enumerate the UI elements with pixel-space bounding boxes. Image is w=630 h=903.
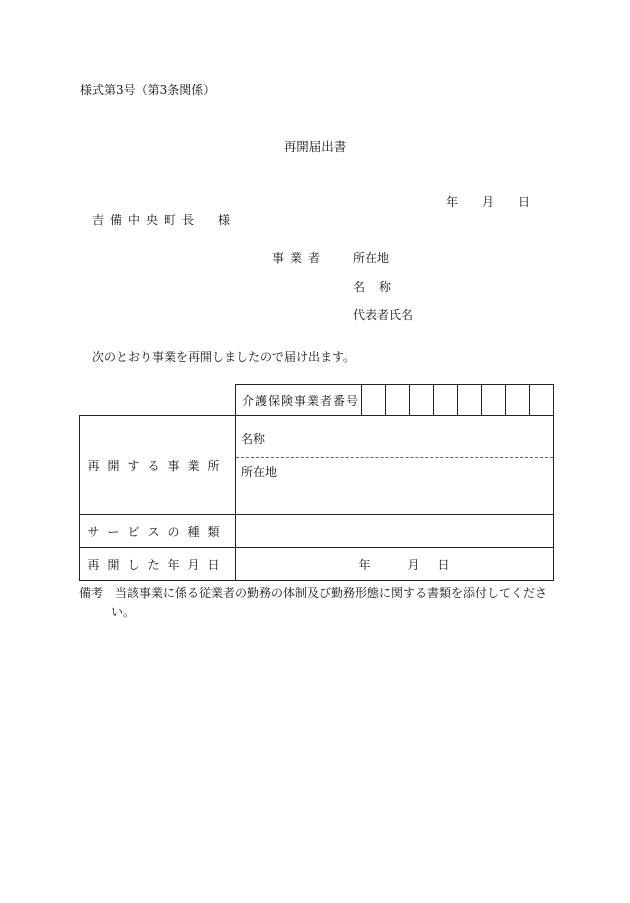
service-type-field[interactable] — [236, 515, 554, 548]
provider-number-digit-box[interactable] — [362, 385, 386, 416]
remarks-line-1: 備考 当該事業に係る従業者の勤務の体制及び勤務形態に関する書類を添付してくださ — [79, 586, 548, 600]
reopen-date-label: 再開した年月日 — [80, 548, 236, 581]
office-row — [80, 416, 554, 515]
office-name-field[interactable] — [236, 416, 553, 458]
document-title: 再開届出書 — [283, 139, 347, 154]
office-name-label: 名称 — [241, 432, 266, 446]
blank-corner-cell — [80, 385, 236, 416]
applicant-representative-label: 代表者氏名 — [353, 308, 414, 322]
year-label: 年 — [446, 195, 459, 209]
reopen-year-label: 年 — [358, 557, 371, 572]
remarks-line-2: い。 — [111, 605, 136, 619]
office-detail-cell — [236, 416, 554, 515]
provider-number-digit-box[interactable] — [506, 385, 530, 416]
provider-number-digit-box[interactable] — [410, 385, 434, 416]
notification-table — [79, 384, 554, 581]
provider-number-digit-box[interactable] — [530, 385, 554, 416]
intro-text: 次のとおり事業を再開しましたので届け出ます。 — [92, 350, 356, 364]
reopen-day-label: 日 — [437, 557, 450, 572]
office-address-field[interactable] — [236, 458, 553, 514]
applicant-address-label: 所在地 — [353, 251, 390, 265]
provider-number-digit-box[interactable] — [434, 385, 458, 416]
applicant-label: 事業者 — [272, 251, 327, 265]
addressee: 吉備中央町長 様 — [92, 213, 237, 227]
office-address-label: 所在地 — [241, 465, 278, 479]
provider-number-label: 介護保険事業者番号 — [236, 385, 362, 416]
provider-number-digit-box[interactable] — [386, 385, 410, 416]
office-label: 再開する事業所 — [80, 416, 236, 515]
month-label: 月 — [482, 195, 495, 209]
provider-number-digit-box[interactable] — [458, 385, 482, 416]
service-type-row — [80, 515, 554, 548]
provider-number-row — [80, 385, 554, 416]
reopen-date-row — [80, 548, 554, 581]
submission-date — [446, 193, 530, 210]
service-type-label: サービスの種類 — [80, 515, 236, 548]
form-number: 様式第3号（第3条関係） — [80, 83, 216, 97]
reopen-date-field[interactable] — [236, 548, 554, 581]
day-label: 日 — [518, 195, 531, 209]
provider-number-digit-box[interactable] — [482, 385, 506, 416]
reopen-month-label: 月 — [407, 557, 420, 572]
applicant-name-label: 名称 — [353, 280, 406, 294]
